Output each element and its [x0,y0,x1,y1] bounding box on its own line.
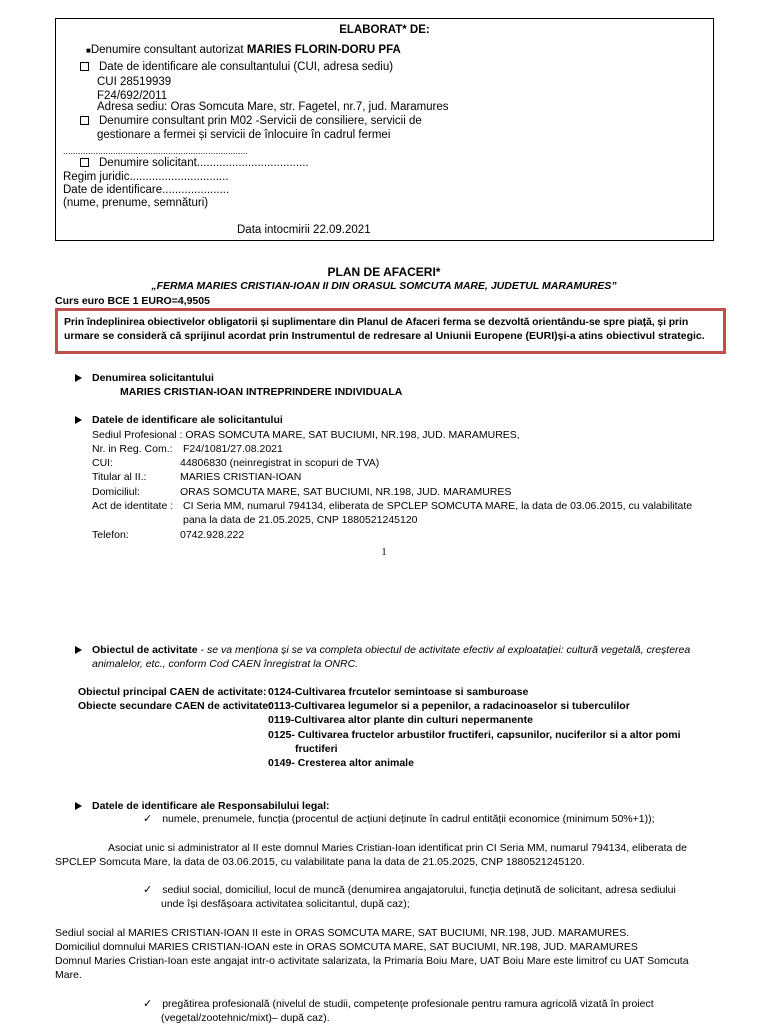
asociat-line1: Asociat unic si administrator al II este domnul Maries Cristian-Ioan identificat prin CI Seria MM, numarul 794134, eliberata de [108,842,687,854]
obiect-desc1: - se va menționa și se va completa obiectul de activitate efectiv al exploatației: cultură vegetală, creșterea [197,644,691,656]
id-value: MARIES CRISTIAN-IOAN [180,471,302,483]
id-label: Nr. in Reg. Com.: [92,443,173,455]
id-label: CUI: [92,457,113,469]
objective-line1: Prin îndeplinirea obiectivelor obligatorii și suplimentare din Planul de Afaceri ferma se dezvoltă orientându-se spre piață, și prin [64,316,689,328]
m02-label: Denumire consultant prin M02 -Servicii de consiliere, servicii de [99,115,422,127]
caen-principal-value: 0124-Cultivarea frcutelor semintoase si samburoase [268,686,529,698]
sediu-line4: Mare. [55,969,82,981]
arrow-bullet-icon [75,374,82,382]
id-row [92,442,173,456]
objective-line2: urmare se consideră că sprijinul acordat prin Instrumentul de redresare al Uniunii Europene (EURI)și-a atins obiectivul strategic. [64,330,705,342]
caen-secundare-label: Obiecte secundare CAEN de activitate: [78,700,272,712]
solicitant-heading: Denumirea solicitantului [92,372,214,384]
id-value: pana la data de 21.05.2025, CNP 1880521245120 [183,514,418,526]
id-label: Telefon: [92,529,129,541]
nume: (nume, prenume, semnături) [63,197,209,209]
objective-box [55,308,726,354]
m02-line [80,114,422,129]
sediu-line2: Domiciliul domnului MARIES CRISTIAN-IOAN este in ORAS SOMCUTA MARE, SAT BUCIUMI, NR.198, JUD. MARAMURES [55,941,638,953]
solicitant-name: MARIES CRISTIAN-IOAN INTREPRINDERE INDIVIDUALA [120,386,403,398]
resp-heading-line [75,799,330,813]
id-value: 0742.928.222 [180,529,245,541]
id-heading-line [75,413,283,427]
resp-check2 [143,883,676,897]
id-value: F24/1081/27.08.2021 [183,443,283,455]
ident-line [80,60,393,75]
id-label: Act de identitate : [92,500,174,512]
caen-secundar: 0119-Cultivarea altor plante din culturi nepermanente [268,714,533,726]
cui: CUI 28519939 [97,76,172,88]
page-number: 1 [381,546,387,558]
id-value: 44806830 (neinregistrat in scopuri de TVA) [180,457,380,469]
resp-check2-line2: unde își desfășoara activitatea solicitantul, după caz); [161,898,410,910]
obiect-line1 [75,643,690,657]
check-icon: ✓ [143,884,153,896]
solicitant-heading-line [75,371,214,385]
reg: F24/692/2011 [97,90,168,102]
m02-line2: gestionare a fermei și servicii de înlocuire în cadrul fermei [97,129,391,141]
id-value: CI Seria MM, numarul 794134, eliberata de SPCLEP SOMCUTA MARE, la data de 03.06.2015, cu valabilitate [183,500,693,512]
obiect-desc2: animalelor, etc., conform Cod CAEN înregistrat la ONRC. [92,658,359,670]
resp-check3-line2: (vegetal/zootehnic/mixt)– după caz). [161,1012,330,1024]
id-row [92,428,520,442]
resp-check3-text: pregătirea profesională (nivelul de studii, competențe profesionale pentru ramura agricolă vizată în proiect [162,998,654,1010]
sediu-line1: Sediul social al MARIES CRISTIAN-IOAN II este in ORAS SOMCUTA MARE, SAT BUCIUMI, NR.198, JUD. MARAMURES. [55,927,630,939]
resp-check3 [143,997,654,1011]
id-value: ORAS SOMCUTA MARE, SAT BUCIUMI, NR.198, JUD. MARAMURES, [185,429,520,441]
curs-euro: Curs euro BCE 1 EURO=4,9505 [55,295,210,307]
resp-check1-text: numele, prenumele, funcția (procentul de acțiuni deținute în cadrul entității economice (minimum 50%+1)); [162,813,655,825]
resp-check2-text: sediul social, domiciliul, locul de muncă (denumirea angajatorului, funcția deținută de solicitant, adresa sediului [162,884,676,896]
address: Adresa sediu: Oras Somcuta Mare, str. Fagetel, nr.7, jud. Maramures [97,101,449,113]
id-value: ORAS SOMCUTA MARE, SAT BUCIUMI, NR.198, JUD. MARAMURES [180,486,512,498]
solicitant-label: Denumire solicitant................................... [99,157,309,169]
check-icon: ✓ [143,998,153,1010]
arrow-bullet-icon [75,646,82,654]
resp-check1 [143,812,655,826]
consultant-label: Denumire consultant autorizat [90,44,247,56]
checkbox-icon [80,158,89,167]
id-label: Sediul Profesional : [92,429,183,441]
id-label: Domiciliul: [92,486,140,498]
obiect-heading: Obiectul de activitate [92,644,198,656]
caen-secundar: 0113-Cultivarea legumelor si a pepenilor, a radacinoaselor si tuberculilor [268,700,630,712]
checkbox-icon [80,62,89,71]
id-label: Titular al II.: [92,471,147,483]
check-icon: ✓ [143,813,153,825]
dots-line: .......................................................................... [63,146,249,156]
regim: Regim juridic............................... [63,171,229,183]
data-intocmirii: Data intocmirii 22.09.2021 [237,224,371,236]
caen-secundar: 0125- Cultivarea fructelor arbustilor fructiferi, capsunilor, nuciferilor si a altor pomi [268,729,681,741]
arrow-bullet-icon [75,416,82,424]
caen-principal-label: Obiectul principal CAEN de activitate: [78,686,267,698]
caen-secundar: fructiferi [295,743,338,755]
resp-heading: Datele de identificare ale Responsabilului legal: [92,800,330,812]
checkbox-icon [80,116,89,125]
consultant-line: ■Denumire consultant autorizat MARIES FLORIN-DORU PFA [86,44,401,56]
asociat-line2: SPCLEP Somcuta Mare, la data de 03.06.2015, cu valabilitate pana la data de 21.05.2025, CNP 1880521245120. [55,856,585,868]
date-ident: Date de identificare..................... [63,184,230,196]
arrow-bullet-icon [75,802,82,810]
ident-label: Date de identificare ale consultantului (CUI, adresa sediu) [99,61,394,73]
consultant-name: MARIES FLORIN-DORU PFA [246,44,401,56]
id-heading: Datele de identificare ale solicitantului [92,414,283,426]
plan-subtitle: „FERMA MARIES CRISTIAN-IOAN II DIN ORASUL SOMCUTA MARE, JUDETUL MARAMURES” [151,280,617,292]
caen-secundar: 0149- Cresterea altor animale [268,757,414,769]
plan-title: PLAN DE AFACERI* [327,265,441,279]
solicitant-line [80,156,309,171]
elaborat-title: ELABORAT* DE: [339,24,430,36]
sediu-line3: Domnul Maries Cristian-Ioan este angajat intr-o activitate salarizata, la Primaria Boiu Mare, UAT Boiu Mare este limitrof cu UAT Somcuta [55,955,689,967]
